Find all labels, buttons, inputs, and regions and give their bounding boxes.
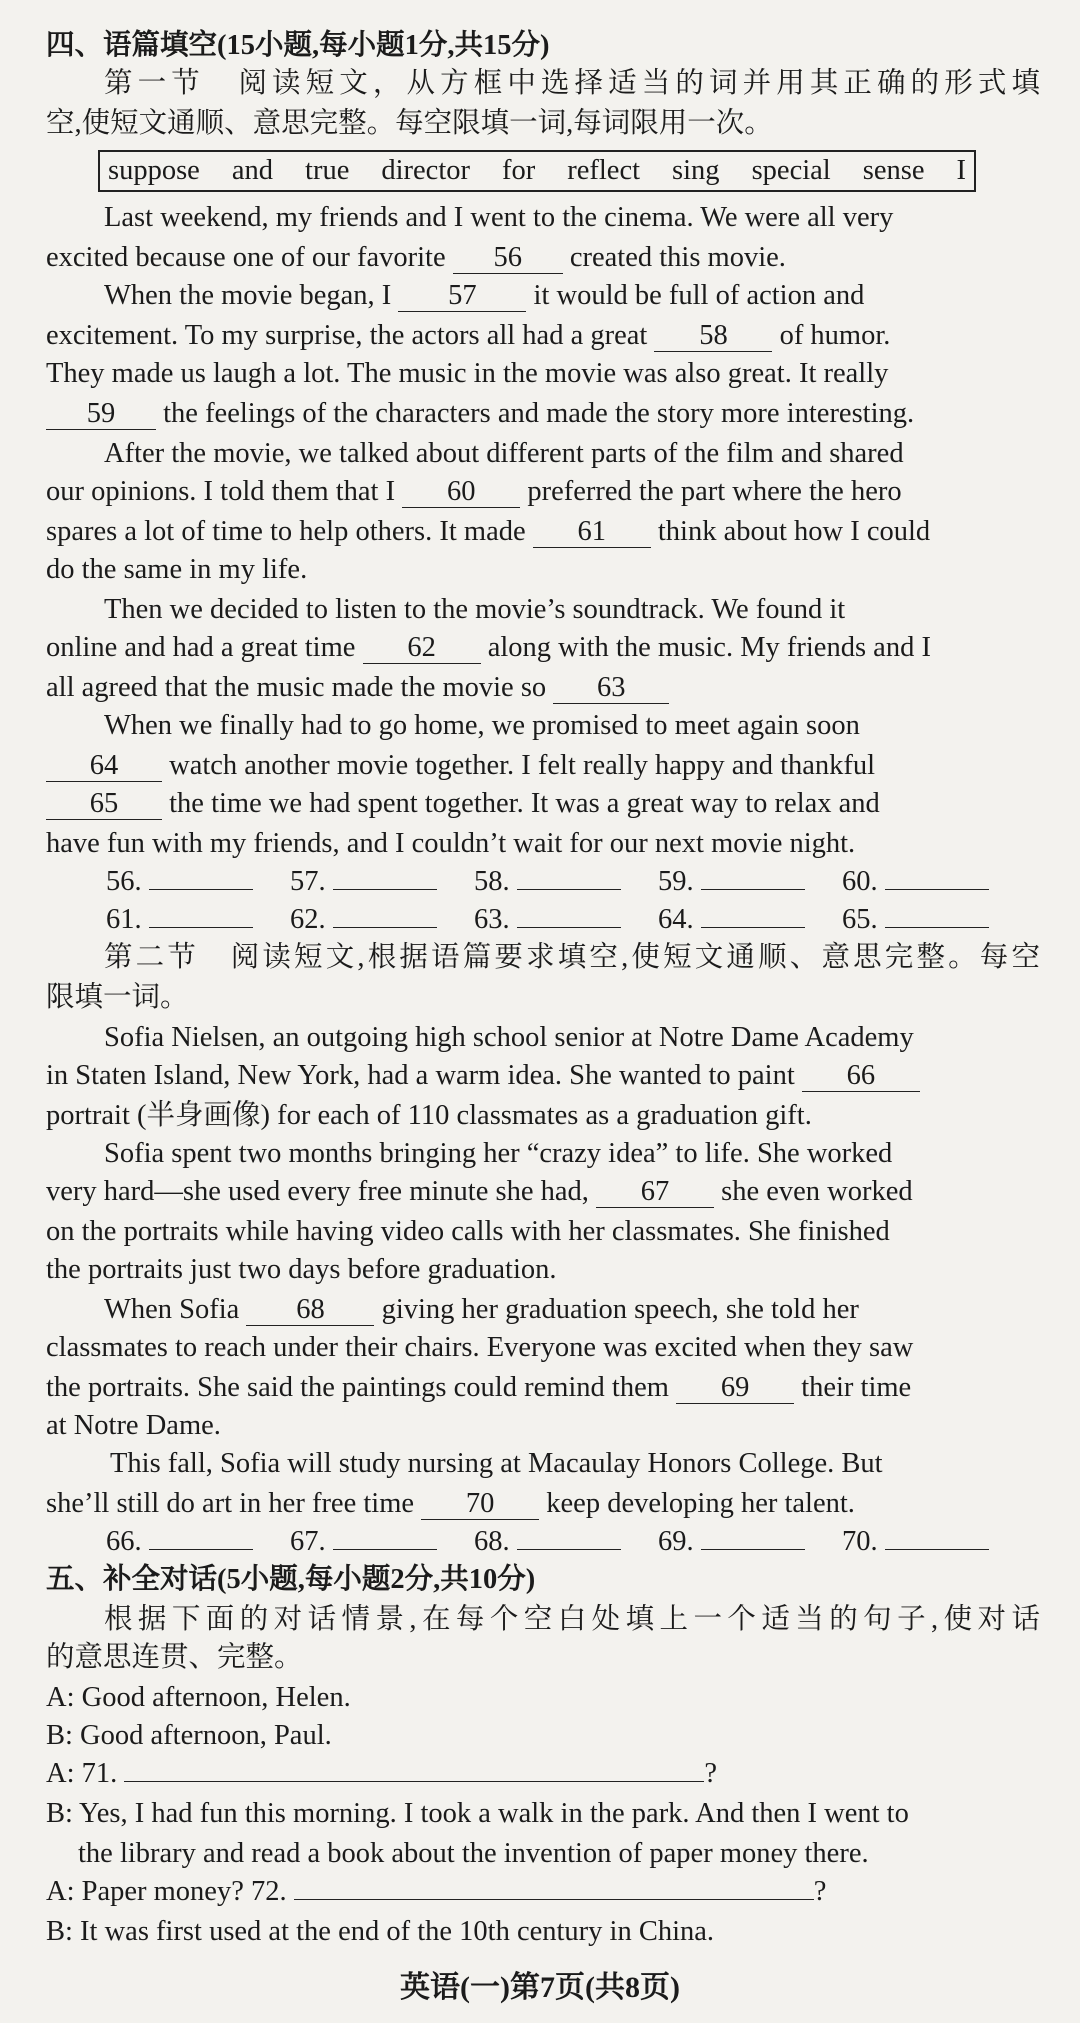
passage1-line: They made us laugh a lot. The music in the movie was also great. It really	[46, 358, 889, 389]
passage1-line: Then we decided to listen to the movie’s soundtrack. We found it	[104, 594, 846, 625]
blank-68: 68	[246, 1295, 374, 1326]
answer-slot[interactable]: 70.	[842, 1524, 1026, 1560]
dialogue-line: A: Good afternoon, Helen.	[46, 1682, 351, 1713]
passage2-line: on the portraits while having video calls with her classmates. She finished	[46, 1216, 890, 1247]
answer-slot[interactable]: 63.	[474, 902, 658, 938]
dialogue-line-72: A: Paper money? 72. ?	[46, 1876, 827, 1907]
passage1-line: When we finally had to go home, we promised to meet again soon	[104, 710, 860, 741]
word-bank-word: I	[956, 155, 966, 186]
passage1-line: have fun with my friends, and I couldn’t wait for our next movie night.	[46, 828, 856, 859]
answer-slot[interactable]: 59.	[658, 864, 842, 900]
passage2-line: at Notre Dame.	[46, 1410, 221, 1441]
passage2-line: the portraits just two days before graduation.	[46, 1254, 557, 1285]
blank-64: 64	[46, 751, 162, 782]
blank-59: 59	[46, 399, 156, 430]
passage1-line: After the movie, we talked about different parts of the film and shared	[104, 438, 904, 469]
answer-slot[interactable]: 60.	[842, 864, 1026, 900]
word-bank-word: reflect	[567, 155, 641, 186]
answer-blank-72[interactable]	[294, 1875, 814, 1900]
word-bank-word: suppose	[108, 155, 200, 186]
answer-slot[interactable]: 65.	[842, 902, 1026, 938]
answer-slot[interactable]: 61.	[106, 902, 290, 938]
passage2-line: When Sofia 68 giving her graduation speech, she told her	[104, 1294, 859, 1325]
passage2-line: she’ll still do art in her free time 70 keep developing her talent.	[46, 1488, 855, 1519]
part2-instruction-line1: 第二节 阅读短文,根据语篇要求填空,使短文通顺、意思完整。每空	[104, 942, 1040, 973]
passage1-line: excited because one of our favorite 56 created this movie.	[46, 242, 786, 273]
passage2-line: the portraits. She said the paintings could remind them 69 their time	[46, 1372, 912, 1403]
word-bank-word: sense	[862, 155, 925, 186]
answer-row	[106, 1524, 1026, 1560]
answer-slot[interactable]: 64.	[658, 902, 842, 938]
blank-58: 58	[654, 321, 772, 352]
part1-instruction-line1: 第一节 阅读短文，从方框中选择适当的词并用其正确的形式填	[104, 68, 1040, 99]
answer-slot[interactable]: 66.	[106, 1524, 290, 1560]
blank-61: 61	[533, 517, 651, 548]
word-bank-word: special	[751, 155, 831, 186]
word-bank-word: sing	[672, 155, 720, 186]
blank-66: 66	[802, 1061, 920, 1092]
answer-slot[interactable]: 69.	[658, 1524, 842, 1560]
answer-row	[106, 864, 1026, 900]
dialogue-line-71: A: 71. ?	[46, 1758, 718, 1789]
answer-slot[interactable]: 57.	[290, 864, 474, 900]
passage2-line: Sofia Nielsen, an outgoing high school senior at Notre Dame Academy	[104, 1022, 914, 1053]
dialogue-line: B: Yes, I had fun this morning. I took a walk in the park. And then I went to	[46, 1798, 909, 1829]
section5-intro-line1: 根据下面的对话情景,在每个空白处填上一个适当的句子,使对话	[104, 1604, 1040, 1635]
page-footer: 英语(一)第7页(共8页)	[400, 1971, 680, 2004]
word-bank-word: for	[502, 155, 536, 186]
blank-67: 67	[596, 1177, 714, 1208]
passage2-line: very hard—she used every free minute she had, 67 she even worked	[46, 1176, 913, 1207]
dialogue-line: the library and read a book about the invention of paper money there.	[78, 1838, 869, 1869]
answer-blank-71[interactable]	[124, 1757, 704, 1782]
passage1-line: 59 the feelings of the characters and made the story more interesting.	[46, 396, 1046, 432]
passage1-line: spares a lot of time to help others. It made 61 think about how I could	[46, 516, 931, 547]
passage1-line: 64 watch another movie together. I felt really happy and thankful	[46, 748, 1046, 784]
passage2-line: This fall, Sofia will study nursing at Macaulay Honors College. But	[110, 1448, 883, 1479]
blank-56: 56	[453, 243, 563, 274]
blank-63: 63	[553, 673, 669, 704]
passage1-line: online and had a great time 62 along with the music. My friends and I	[46, 632, 931, 663]
word-bank-word: director	[381, 155, 470, 186]
passage1-line: Last weekend, my friends and I went to the cinema. We were all very	[104, 202, 894, 233]
section5-intro-line2: 的意思连贯、完整。	[46, 1642, 303, 1673]
word-bank-box	[98, 150, 976, 192]
blank-60: 60	[402, 477, 520, 508]
dialogue-line: B: Good afternoon, Paul.	[46, 1720, 332, 1751]
answer-slot[interactable]: 58.	[474, 864, 658, 900]
passage1-line: all agreed that the music made the movie so 63	[46, 670, 1046, 706]
answer-slot[interactable]: 68.	[474, 1524, 658, 1560]
blank-57: 57	[398, 281, 526, 312]
section4-title: 四、语篇填空(15小题,每小题1分,共15分)	[46, 30, 550, 61]
answer-slot[interactable]: 67.	[290, 1524, 474, 1560]
answer-row	[106, 902, 1026, 938]
word-bank-word: and	[231, 155, 274, 186]
passage2-line: portrait (半身画像) for each of 110 classmates as a graduation gift.	[46, 1100, 812, 1131]
blank-70: 70	[421, 1489, 539, 1520]
passage1-line: excitement. To my surprise, the actors all had a great 58 of humor.	[46, 320, 891, 351]
answer-slot[interactable]: 56.	[106, 864, 290, 900]
part2-instruction-line2: 限填一词。	[46, 982, 189, 1013]
answer-slot[interactable]: 62.	[290, 902, 474, 938]
blank-62: 62	[363, 633, 481, 664]
blank-69: 69	[676, 1373, 794, 1404]
passage1-line: our opinions. I told them that I 60 preferred the part where the hero	[46, 476, 902, 507]
part1-instruction-line2: 空,使短文通顺、意思完整。每空限填一词,每词限用一次。	[46, 108, 773, 139]
passage2-line: classmates to reach under their chairs. Everyone was excited when they saw	[46, 1332, 914, 1363]
passage1-line: do the same in my life.	[46, 554, 308, 585]
blank-65: 65	[46, 789, 162, 820]
passage1-line: 65 the time we had spent together. It was a great way to relax and	[46, 786, 1046, 822]
passage2-line: Sofia spent two months bringing her “crazy idea” to life. She worked	[104, 1138, 893, 1169]
dialogue-line: B: It was first used at the end of the 10th century in China.	[46, 1916, 715, 1947]
section5-title: 五、补全对话(5小题,每小题2分,共10分)	[46, 1564, 536, 1595]
passage1-line: When the movie began, I 57 it would be full of action and	[104, 280, 865, 311]
word-bank-word: true	[305, 155, 350, 186]
passage2-line: in Staten Island, New York, had a warm idea. She wanted to paint 66	[46, 1058, 1046, 1094]
